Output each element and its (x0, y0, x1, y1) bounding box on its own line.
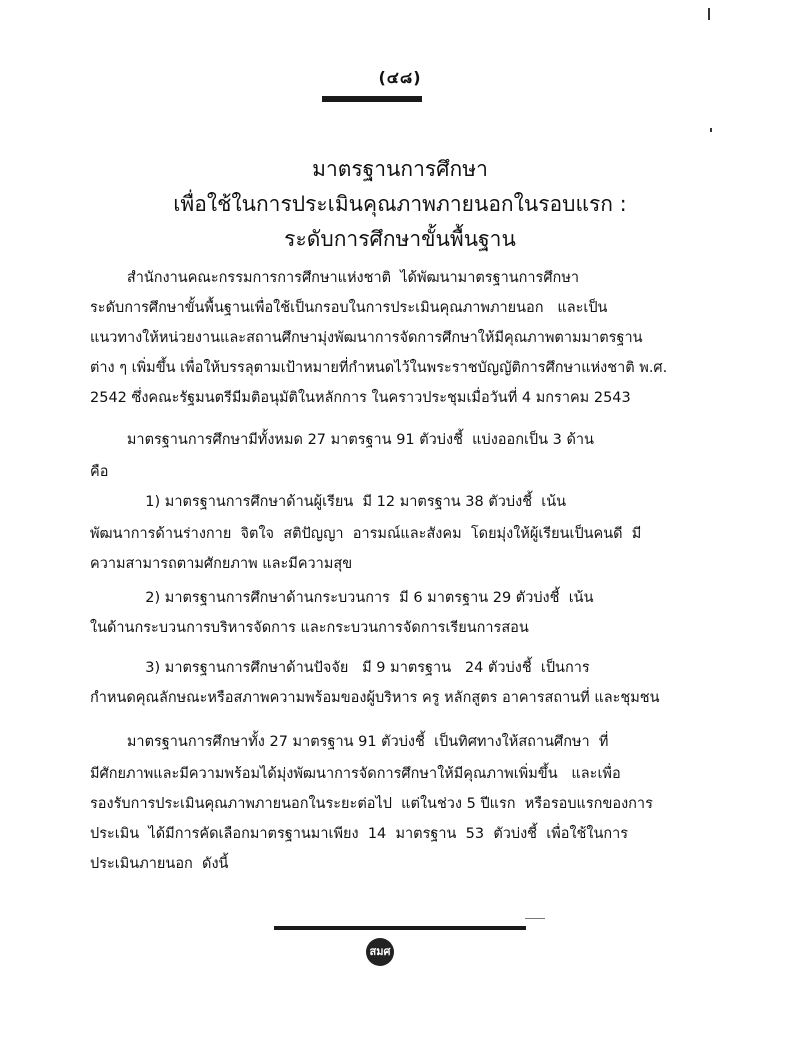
list-item-line: ในด้านกระบวนการบริหารจัดการ และกระบวนการจัดการเรียนการสอน (90, 620, 529, 636)
paragraph-line: รองรับการประเมินคุณภาพภายนอกในระยะต่อไป แต่ในช่วง 5 ปีแรก หรือรอบแรกของการ (90, 796, 653, 812)
title-line-2: เพื่อใช้ในการประเมินคุณภาพภายนอกในรอบแรก : (173, 192, 627, 216)
header-rule (322, 96, 422, 102)
scan-mark (710, 128, 712, 132)
list-item-line: 1) มาตรฐานการศึกษาด้านผู้เรียน มี 12 มาตรฐาน 38 ตัวบ่งชี้ เน้น (90, 494, 567, 510)
list-item-line: 2) มาตรฐานการศึกษาด้านกระบวนการ มี 6 มาตรฐาน 29 ตัวบ่งชี้ เน้น (90, 590, 594, 606)
paragraph-line: ต่าง ๆ เพิ่มขึ้น เพื่อให้บรรลุตามเป้าหมายที่กำหนดไว้ในพระราชบัญญัติการศึกษาแห่งชาติ พ.ศ. (90, 360, 668, 376)
paragraph-line: มาตรฐานการศึกษาทั้ง 27 มาตรฐาน 91 ตัวบ่งชี้ เป็นทิศทางให้สถานศึกษา ที่ (90, 734, 609, 750)
list-item-line: พัฒนาการด้านร่างกาย จิตใจ สติปัญญา อารมณ์และสังคม โดยมุ่งให้ผู้เรียนเป็นคนดี มี (90, 526, 642, 542)
list-item-line: 3) มาตรฐานการศึกษาด้านปัจจัย มี 9 มาตรฐาน 24 ตัวบ่งชี้ เป็นการ (90, 660, 590, 676)
onesqa-logo-icon (366, 938, 394, 966)
paragraph-line: ระดับการศึกษาขั้นพื้นฐานเพื่อใช้เป็นกรอบในการประเมินคุณภาพภายนอก และเป็น (90, 300, 608, 316)
scan-mark (708, 8, 710, 20)
title-line-3: ระดับการศึกษาขั้นพื้นฐาน (284, 227, 516, 251)
list-item-line: ความสามารถตามศักยภาพ และมีความสุข (90, 556, 353, 572)
logo-text: สมศ (369, 945, 391, 958)
paragraph-line: มาตรฐานการศึกษามีทั้งหมด 27 มาตรฐาน 91 ตัวบ่งชี้ แบ่งออกเป็น 3 ด้าน (90, 432, 594, 448)
footer-dash (525, 918, 545, 919)
paragraph-line: มีศักยภาพและมีความพร้อมได้มุ่งพัฒนาการจัดการศึกษาให้มีคุณภาพเพิ่มขึ้น และเพื่อ (90, 766, 621, 782)
paragraph-line: สำนักงานคณะกรรมการการศึกษาแห่งชาติ ได้พัฒนามาตรฐานการศึกษา (90, 270, 580, 286)
list-item-line: กำหนดคุณลักษณะหรือสภาพความพร้อมของผู้บริหาร ครู หลักสูตร อาคารสถานที่ และชุมชน (90, 690, 660, 706)
paragraph-line: ประเมินภายนอก ดังนี้ (90, 856, 229, 872)
paragraph-line: ประเมิน ได้มีการคัดเลือกมาตรฐานมาเพียง 14 มาตรฐาน 53 ตัวบ่งชี้ เพื่อใช้ในการ (90, 826, 629, 842)
paragraph-line: คือ (90, 464, 109, 480)
page-number: (๔๘) (378, 68, 422, 87)
paragraph-line: 2542 ซึ่งคณะรัฐมนตรีมีมติอนุมัติในหลักการ ในคราวประชุมเมื่อวันที่ 4 มกราคม 2543 (90, 390, 631, 406)
footer-rule (274, 926, 526, 930)
paragraph-line: แนวทางให้หน่วยงานและสถานศึกษามุ่งพัฒนาการจัดการศึกษาให้มีคุณภาพตามมาตรฐาน (90, 330, 643, 346)
title-line-1: มาตรฐานการศึกษา (312, 157, 488, 181)
